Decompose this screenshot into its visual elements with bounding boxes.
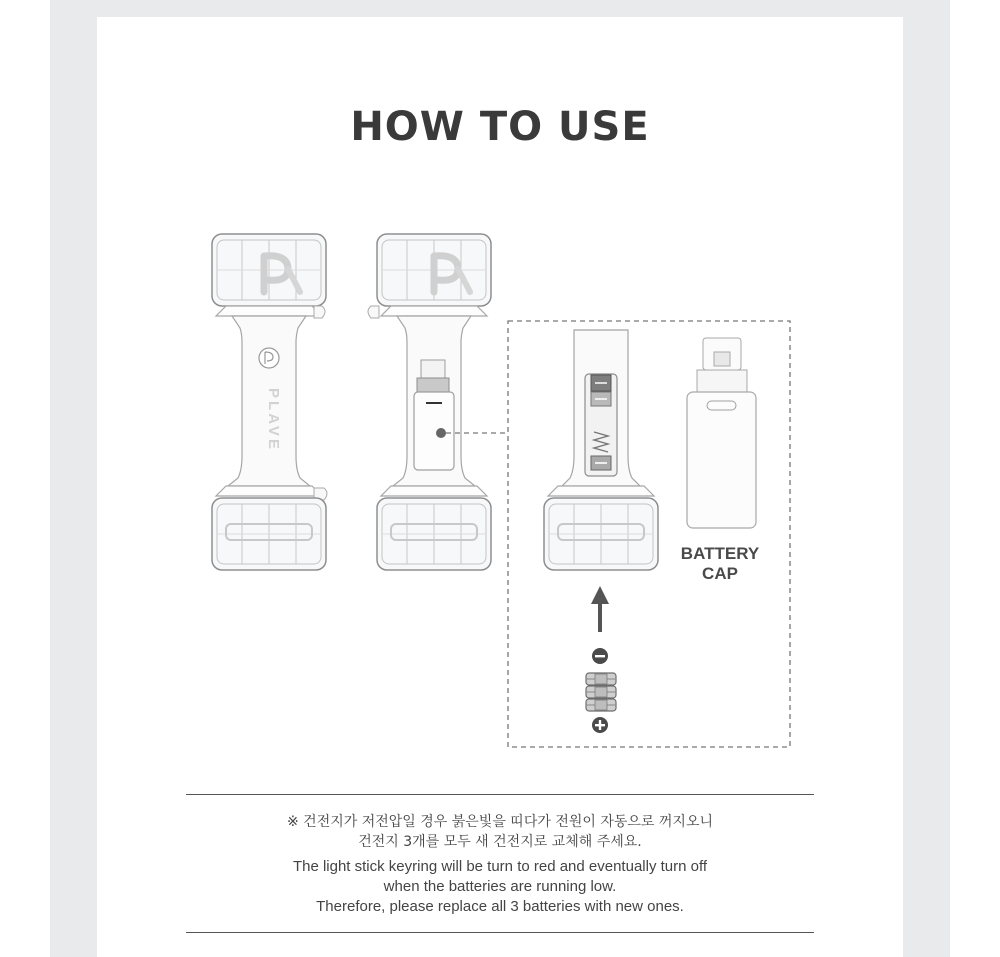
notice-english-line2: when the batteries are running low. <box>383 878 617 895</box>
battery-cap-label <box>670 544 770 584</box>
lightstick-open-compartment <box>544 330 658 570</box>
notice-english-line1: The light stick keyring will be turn to red and eventually turn off <box>292 858 708 875</box>
brand-text: PLAVE <box>265 388 282 452</box>
divider-top <box>186 794 814 795</box>
notice-korean <box>186 812 814 852</box>
plus-icon <box>592 717 608 733</box>
minus-icon <box>592 648 608 664</box>
notice-english <box>186 857 814 917</box>
page-title: HOW TO USE <box>350 104 650 150</box>
divider-bottom <box>186 932 814 933</box>
battery-cap-label-line2: CAP <box>702 564 738 583</box>
notice-english-line3: Therefore, please replace all 3 batteries with new ones. <box>316 898 684 915</box>
notice-korean-line2: 건전지 3개를 모두 새 건전지로 교체해 주세요. <box>358 834 642 850</box>
lightstick-front-view <box>212 234 327 570</box>
battery-cap-label-line1: BATTERY <box>680 544 760 563</box>
notice-korean-line1: ※ 건전지가 저전압일 경우 붉은빛을 띠다가 전원이 자동으로 꺼지오니 <box>286 814 713 830</box>
arrow-up-icon <box>591 586 609 632</box>
battery-stack <box>586 673 616 711</box>
lightstick-back-view <box>368 234 491 570</box>
battery-cap <box>687 338 756 528</box>
